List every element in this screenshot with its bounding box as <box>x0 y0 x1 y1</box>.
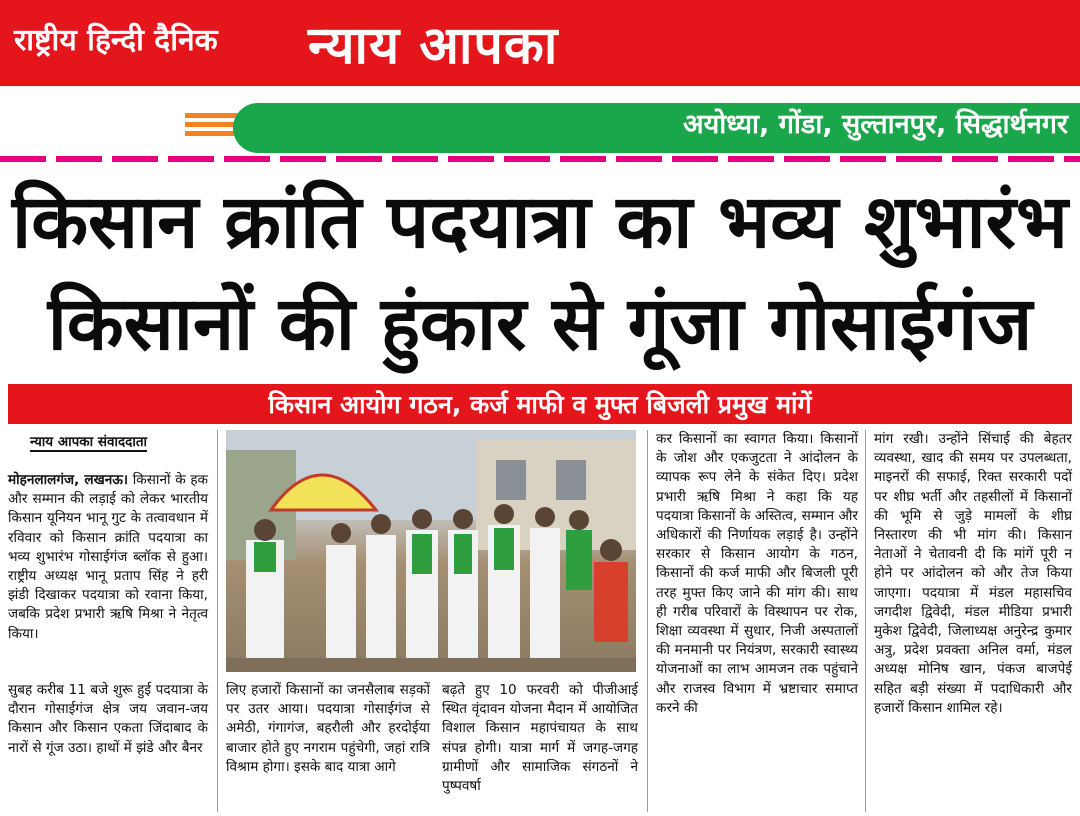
column-rule <box>647 430 648 812</box>
dateline: मोहनलालगंज, लखनऊ। <box>8 472 129 488</box>
region-list: अयोध्या, गोंडा, सुल्तानपुर, सिद्धार्थनगर <box>682 109 1068 140</box>
article-col-4: कर किसानों का स्वागत किया। किसानों के जोश और एकजुटता ने आंदोलन के व्यापक रूप लेने के संकेत दिए। प्रदेश प्रभारी ऋषि मिश्रा ने कहा कि यह पदयात्रा किसानों के अस्तित्व, सम्मान और अधिकारों की निर्णायक लड़ाई है। उन्होंने सरकार से किसान आयोग के गठन, किसानों की कर्ज माफी और बिजली पूरी तरह मुफ्त किए जाने की मांग की। साथ ही गरीब परिवारों के विस्थापन पर रोक, शिक्षा व्यवस्था में सुधार, निजी अस्पतालों की मनमानी पर नियंत्रण, सरकारी स्वास्थ्य योजनाओं का लाभ आमजन तक पहुंचाने और राजस्व विभाग में भ्रष्टाचार समाप्त करने की <box>656 431 858 716</box>
masthead-tagline: राष्ट्रीय हिन्दी दैनिक <box>14 23 218 58</box>
masthead <box>0 0 1080 86</box>
article-col-1 <box>8 471 208 644</box>
article-col-1-continued: सुबह करीब 11 बजे शुरू हुई पदयात्रा के दौरान गोसाईगंज क्षेत्र जय जवान-जय किसान और किसान एकता जिंदाबाद के नारों से गूंज उठा। हाथों में झंडे और बैनर <box>8 682 208 756</box>
article-col-5: मांग रखी। उन्होंने सिंचाई की बेहतर व्यवस्था, खाद की समय पर उपलब्धता, माइनरों की सफाई, रिक्त सरकारी पदों पर शीघ्र भर्ती और तहसीलों में किसानों की भूमि से जुड़े मामलों के शीघ्र निस्तारण की भी मांग की। किसान नेताओं ने चेतावनी दी कि मांगें पूरी न होने पर आंदोलन को और तेज किया जाएगा। पदयात्रा में मंडल महासचिव जगदीश द्विवेदी, मंडल मीडिया प्रभारी मुकेश द्विवेदी, जिलाध्यक्ष अनुरेन्द्र कुमार अत्रु, प्रदेश प्रवक्ता अनिल वर्मा, मंडल अध्यक्ष मोनिष खान, पंकज बाजपेई सहित बड़ी संख्या में पदाधिकारी और हजारों किसान शामिल रहे। <box>874 431 1072 716</box>
subheadline: किसान आयोग गठन, कर्ज माफी व मुफ्त बिजली प्रमुख मांगें <box>268 390 812 419</box>
article-col-3: बढ़ते हुए 10 फरवरी को पीजीआई स्थित वृंदावन योजना मैदान में आयोजित विशाल किसान महापंचायत के साथ संपन्न होगी। यात्रा मार्ग में जगह-जगह ग्रामीणों और सामाजिक संगठनों ने पुष्पवर्षा <box>442 682 638 795</box>
news-photo-illustration <box>226 430 636 672</box>
column-rule <box>865 430 866 812</box>
byline: न्याय आपका संवाददाता <box>30 434 148 450</box>
subheadline-bar <box>8 384 1072 424</box>
news-photo <box>226 430 636 672</box>
headline-line-1: किसान क्रांति पदयात्रा का भव्य शुभारंभ <box>12 179 1068 265</box>
article-text: किसानों के हक और सम्मान की लड़ाई को लेकर भारतीय किसान यूनियन भानू गुट के तत्वावधान में रविवार को किसान क्रांति पदयात्रा का भव्य शुभारंभ गोसाईगंज ब्लॉक से हुआ। राष्ट्रीय अध्यक्ष भानू प्रताप सिंह ने हरी झंडी दिखाकर पदयात्रा को रवाना किया, जबकि प्रदेश प्रभारी ऋषि मिश्रा ने नेतृत्व किया। <box>8 472 208 642</box>
article-col-2: लिए हजारों किसानों का जनसैलाब सड़कों पर उतर आया। पदयात्रा गोसाईगंज से अमेठी, गंगागंज, बहरौली और हरदोईया बाजार होते हुए नगराम पहुंचेगी, जहां रात्रि विश्राम होगा। इसके बाद यात्रा आगे <box>226 682 430 775</box>
column-rule <box>217 430 218 812</box>
headline-line-2: किसानों की हुंकार से गूंजा गोसाईगंज <box>47 281 1033 367</box>
dashed-divider <box>0 156 1080 162</box>
paper-name: न्याय आपका <box>308 16 559 76</box>
